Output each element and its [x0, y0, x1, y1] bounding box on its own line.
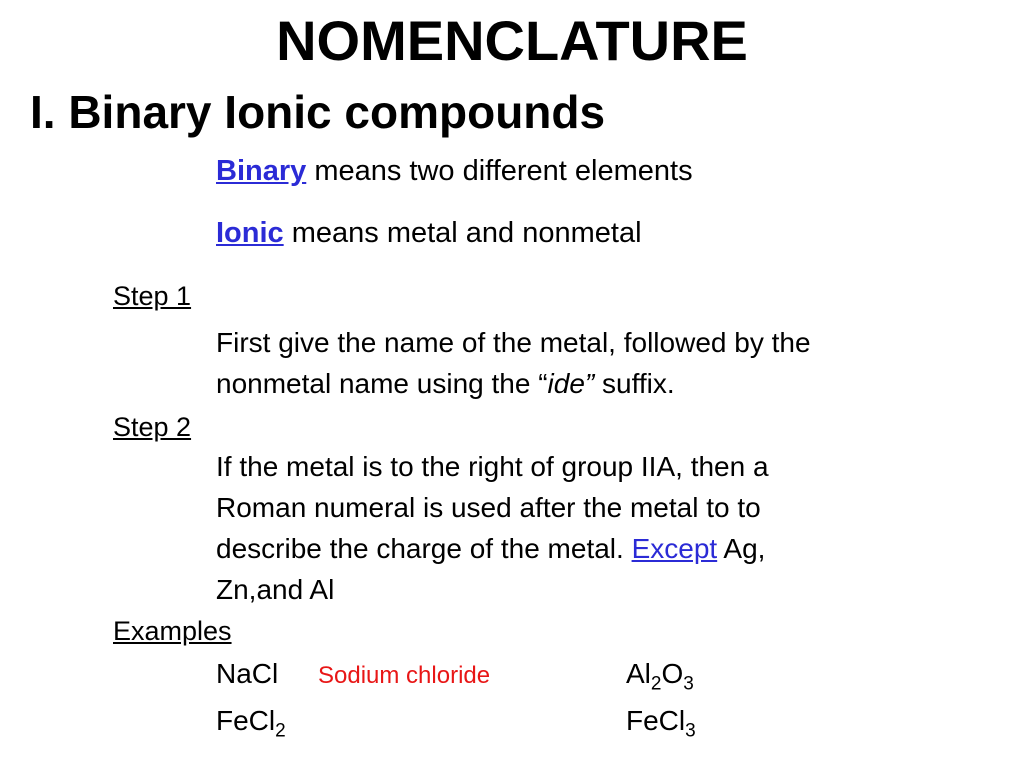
ionic-definition-text: means metal and nonmetal [283, 217, 642, 249]
step1-label: Step 1 [113, 281, 192, 311]
step1-line-2 [216, 363, 675, 404]
example-fecl2 [216, 704, 286, 742]
binary-definition-text: means two different elements [306, 155, 693, 187]
binary-term-link[interactable]: Binary [216, 155, 307, 187]
step2-line-1: If the metal is to the right of group IIA, then a [216, 451, 769, 482]
step2-line-3-post: Ag, [717, 533, 766, 564]
step1-line-2-post: suffix. [594, 368, 675, 399]
fecl3-fecl: FeCl [626, 705, 686, 736]
al2o3-o-subscript: 3 [683, 673, 694, 695]
step1-line-2-pre: nonmetal name using the “ [216, 368, 548, 399]
fecl2-fecl: FeCl [216, 705, 276, 736]
definition-ionic [216, 215, 642, 251]
step2-label: Step 2 [113, 412, 192, 442]
al2o3-al: Al [626, 658, 651, 689]
page-title: NOMENCLATURE [276, 9, 748, 72]
step2-line-3 [216, 528, 765, 569]
step1-line-1: First give the name of the metal, followed by the [216, 327, 811, 358]
al2o3-o: O [661, 658, 684, 689]
ide-suffix-italic: ide” [547, 368, 595, 399]
examples-label: Examples [113, 616, 232, 646]
example-al2o3 [626, 657, 694, 695]
except-link[interactable]: Except [631, 533, 718, 564]
al2o3-al-subscript: 2 [650, 673, 662, 695]
definition-binary [216, 153, 693, 189]
fecl3-subscript: 3 [685, 720, 696, 742]
example-fecl3 [626, 704, 696, 742]
section-heading: I. Binary Ionic compounds [30, 86, 606, 138]
nacl-name: Sodium chloride [318, 662, 491, 689]
example-nacl: NaCl [216, 658, 279, 689]
step2-line-2: Roman numeral is used after the metal to to [216, 492, 761, 523]
step2-line-3-pre: describe the charge of the metal. [216, 533, 632, 564]
ionic-term-link[interactable]: Ionic [216, 217, 284, 249]
step2-line-4: Zn,and Al [216, 574, 335, 605]
fecl2-subscript: 2 [275, 720, 286, 742]
